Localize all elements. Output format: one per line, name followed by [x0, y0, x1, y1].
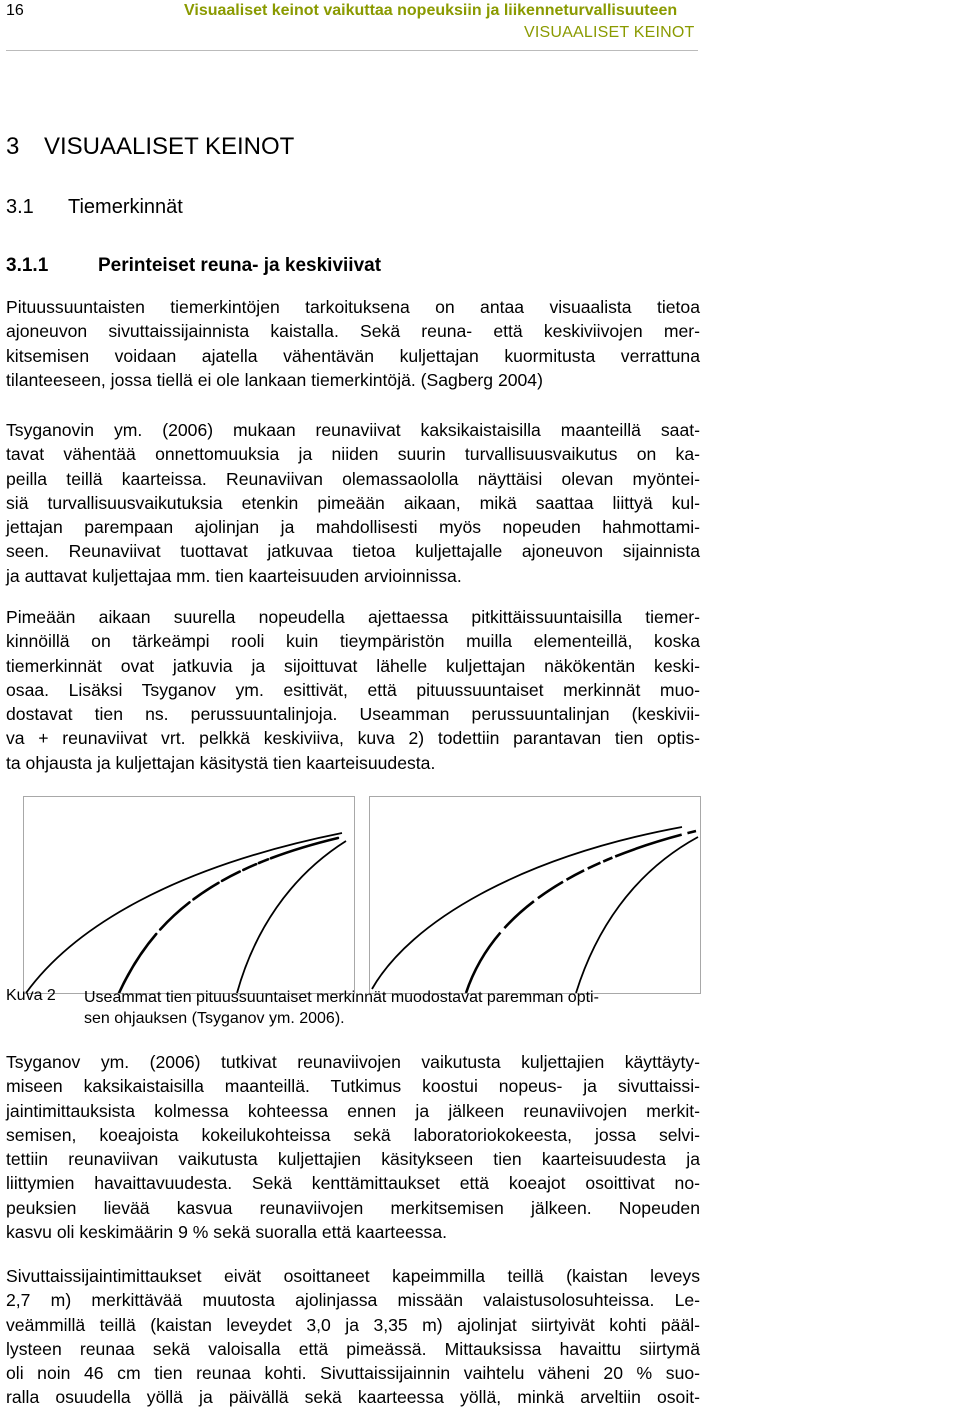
text-line: miseen kaksikaistaisilla maanteillä. Tutkimus koostui nopeus- ja sivuttaissi- — [6, 1076, 700, 1097]
page-number: 16 — [6, 2, 24, 19]
section-heading — [6, 196, 183, 219]
road-illustration-right — [370, 797, 700, 993]
paragraph — [6, 295, 700, 392]
text-line: dostavat tien ns. perussuuntalinjoja. Useamman perussuuntalinjan (keskivii- — [6, 704, 700, 725]
text-line: ja auttavat kuljettajaa mm. tien kaarteisuuden arvioinnissa. — [6, 565, 462, 586]
text-line: jaintimittauksista kolmessa kohteessa ennen ja jälkeen reunaviivojen merkit- — [6, 1100, 700, 1121]
text-line: kitsemisen voidaan ajatella vähentävän kuljettajan kuormitusta verrattuna — [6, 345, 700, 366]
text-line: tavat vähentää onnettomuuksia ja niiden suurin turvallisuusvaikutus on ka- — [6, 444, 700, 465]
subsection-heading — [6, 255, 381, 277]
figure-panel-centerline-only — [23, 796, 355, 994]
text-line: oli noin 46 cm tien reunaa kohti. Sivuttaissijainnin vaihtelu väheni 20 % suo- — [6, 1363, 700, 1384]
text-line: ta ohjausta ja kuljettajan käsitystä tien kaarteisuudesta. — [6, 752, 436, 773]
paragraph — [6, 1050, 700, 1244]
text-line: Pimeään aikaan suurella nopeudella ajettaessa pitkittäissuuntaisilla tiemer- — [6, 607, 700, 627]
text-line: tettiin reunaviivan vaikutusta kuljettajien käsitykseen tien kaarteisuudesta ja — [6, 1149, 700, 1170]
text-line: tiemerkinnät ovat jatkuvia ja sijoittuvat lähelle kuljettajan näkökentän keski- — [6, 655, 700, 676]
text-line: Tsyganovin ym. (2006) mukaan reunaviivat kaksikaistaisilla maanteillä saat- — [6, 420, 700, 440]
road-line — [119, 837, 342, 993]
road-line — [466, 831, 696, 993]
running-title: Visuaaliset keinot vaikuttaa nopeuksiin ja liikenneturvallisuuteen — [184, 2, 678, 19]
section-title: Tiemerkinnät — [68, 196, 183, 218]
road-line — [237, 841, 346, 993]
section-title-header: VISUAALISET KEINOT — [524, 24, 695, 41]
header-divider — [6, 50, 698, 51]
paragraph — [6, 1264, 700, 1410]
text-line: liittymien havaittavuudesta. Sekä kenttämittaukset että koeajot osoittivat no- — [6, 1173, 700, 1194]
chapter-heading — [6, 133, 294, 161]
road-line — [26, 833, 342, 993]
road-line — [576, 837, 698, 993]
text-line: va + reunaviivat vrt. pelkkä keskiviiva, kuva 2) todettiin parantavan tien optis- — [6, 728, 700, 749]
figure-label: Kuva 2 — [6, 987, 56, 1004]
subsection-number: 3.1.1 — [6, 255, 49, 276]
text-line: seen. Reunaviivat tuottavat jatkuvaa tietoa kuljettajalle ajoneuvon sijainnista — [6, 541, 700, 562]
text-line: kasvu oli keskimäärin 9 % sekä suoralla että kaarteessa. — [6, 1222, 448, 1243]
figure-panel-multiple-lines — [369, 796, 701, 994]
text-line: tilanteeseen, jossa tiellä ei ole lankaan tiemerkintöjä. (Sagberg 2004) — [6, 369, 543, 390]
road-illustration-left — [24, 797, 354, 993]
caption-line: sen ohjauksen (Tsyganov ym. 2006). — [84, 1010, 345, 1027]
text-line: Sivuttaissijaintimittaukset eivät osoittaneet kapeimmilla teillä (kaistan leveys — [6, 1266, 700, 1286]
text-line: jettajan parempaan ajolinjan ja mahdollisesti myös nopeuden hahmottami- — [6, 517, 700, 538]
text-line: Tsyganov ym. (2006) tutkivat reunaviivojen vaikutusta kuljettajien käyttäyty- — [6, 1052, 700, 1072]
caption-line: Useammat tien pituussuuntaiset merkinnät muodostavat paremman opti- — [84, 989, 599, 1006]
text-line: semisen, koeajoista kokeilukohteissa sekä laboratoriokokeesta, jossa selvi- — [6, 1124, 700, 1145]
chapter-title: VISUAALISET KEINOT — [44, 133, 295, 160]
text-line: Pituussuuntaisten tiemerkintöjen tarkoituksena on antaa visuaalista tietoa — [6, 297, 700, 317]
chapter-number: 3 — [6, 133, 20, 160]
text-line: ajoneuvon sivuttaissijainnista kaistalla. Sekä reuna- että keskiviivojen mer- — [6, 321, 700, 342]
figure-caption — [84, 987, 684, 1029]
text-line: ralla osuudella yöllä ja päivällä sekä kaarteessa yöllä, minkä arveltiin osoit- — [6, 1387, 700, 1408]
paragraph — [6, 605, 700, 775]
text-line: 2,7 m) merkittävää muutosta ajolinjassa missään valaistusolosuhteissa. Le- — [6, 1290, 700, 1311]
text-line: siä turvallisuusvaikutuksia etenkin pimeään aikaan, mikä saattaa liittyä kul- — [6, 492, 700, 513]
text-line: kinnöillä on tärkeämpi rooli kuin tieympäristön muilla elementeillä, koska — [6, 631, 700, 652]
text-line: peilla teillä kaarteissa. Reunaviivan olemassaololla näyttäisi olevan myöntei- — [6, 468, 700, 489]
text-line: veämmillä teillä (kaistan leveydet 3,0 ja 3,35 m) ajolinjat siirtyivät kohti pääl- — [6, 1314, 700, 1335]
section-number: 3.1 — [6, 196, 34, 218]
text-line: osaa. Lisäksi Tsyganov ym. esittivät, että pituussuuntaiset merkinnät muo- — [6, 679, 700, 700]
subsection-title: Perinteiset reuna- ja keskiviivat — [98, 255, 382, 276]
text-line: lysteen reunaa sekä valoisalla että pimeässä. Mittauksissa havaittu siirtymä — [6, 1338, 700, 1359]
paragraph — [6, 418, 700, 588]
text-line: peuksien lievää kasvua reunaviivojen merkitsemisen jälkeen. Nopeuden — [6, 1197, 700, 1218]
